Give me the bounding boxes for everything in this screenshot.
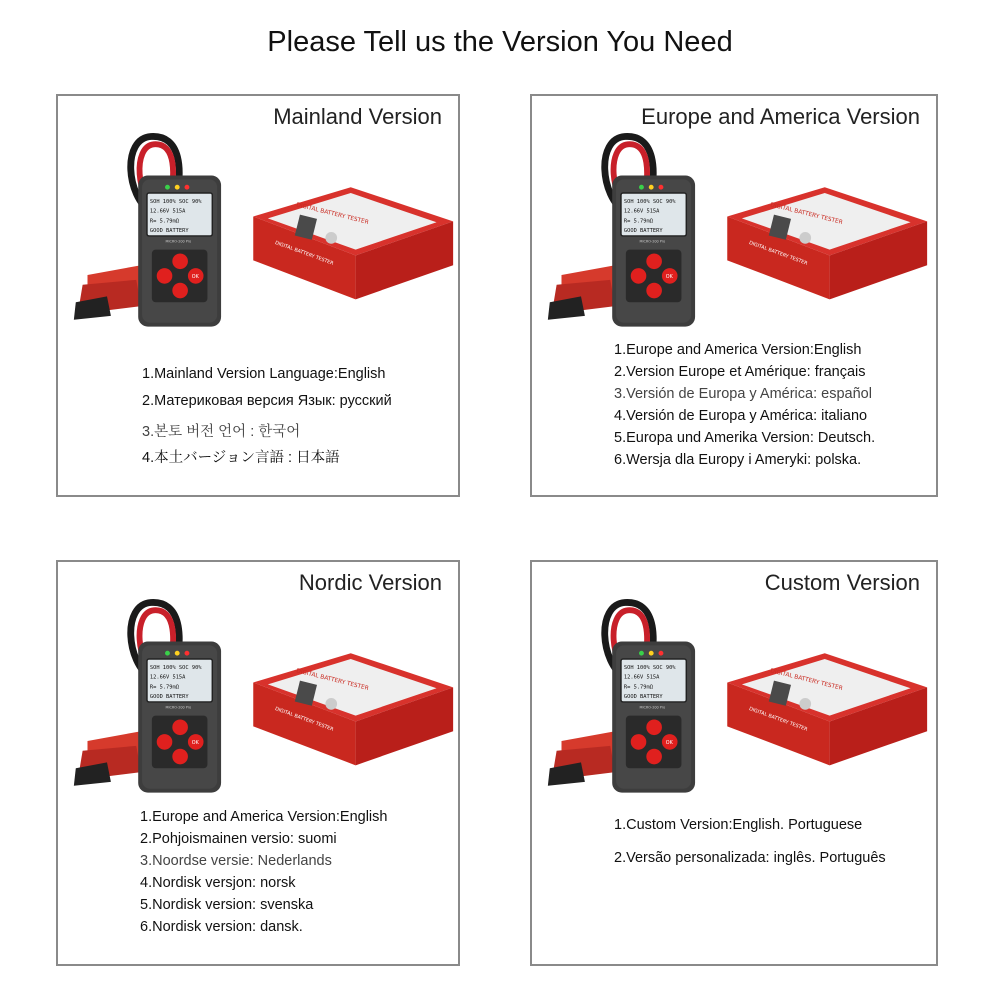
list-item: 4.Versión de Europa y América: italiano <box>614 408 868 424</box>
list-item: 3.본토 버전 언어 : 한국어 <box>142 424 301 440</box>
battery-tester-product-image <box>68 592 458 807</box>
list-item: 5.Europa und Amerika Version: Deutsch. <box>614 430 876 446</box>
list-item: 1.Mainland Version Language:English <box>142 366 386 382</box>
panel-nordic-version <box>56 560 460 966</box>
list-item: 2.Version Europe et Amérique: français <box>614 364 866 380</box>
list-item: 6.Wersja dla Europy i Ameryki: polska. <box>614 452 862 468</box>
list-item: 2.Материковая версия Язык: русский <box>142 393 392 409</box>
panel-title: Nordic Version <box>298 570 442 595</box>
panel-title: Custom Version <box>764 570 920 595</box>
battery-tester-product-image <box>542 126 932 341</box>
list-item: 3.Noordse versie: Nederlands <box>140 853 332 869</box>
panel-mainland-version <box>56 94 460 497</box>
panel-title: Europe and America Version <box>641 104 920 129</box>
panel-custom-version <box>530 560 938 966</box>
list-item: 3.Versión de Europa y América: español <box>614 386 872 402</box>
list-item: 1.Europe and America Version:English <box>614 342 862 358</box>
list-item: 2.Versão personalizada: inglês. Português <box>614 850 886 866</box>
list-item: 1.Europe and America Version:English <box>140 809 388 825</box>
panel-europe-america-version <box>530 94 938 497</box>
list-item: 6.Nordisk version: dansk. <box>140 919 303 935</box>
list-item: 2.Pohjoismainen versio: suomi <box>140 831 337 847</box>
panel-title: Mainland Version <box>273 104 442 129</box>
page-title: Please Tell us the Version You Need <box>267 26 733 58</box>
list-item: 1.Custom Version:English. Portuguese <box>614 817 863 833</box>
list-item: 5.Nordisk version: svenska <box>140 897 314 913</box>
list-item: 4.Nordisk versjon: norsk <box>140 875 296 891</box>
list-item: 4.本土バージョン言語 : 日本語 <box>142 450 340 466</box>
battery-tester-product-image <box>68 126 458 341</box>
battery-tester-product-image <box>542 592 932 807</box>
